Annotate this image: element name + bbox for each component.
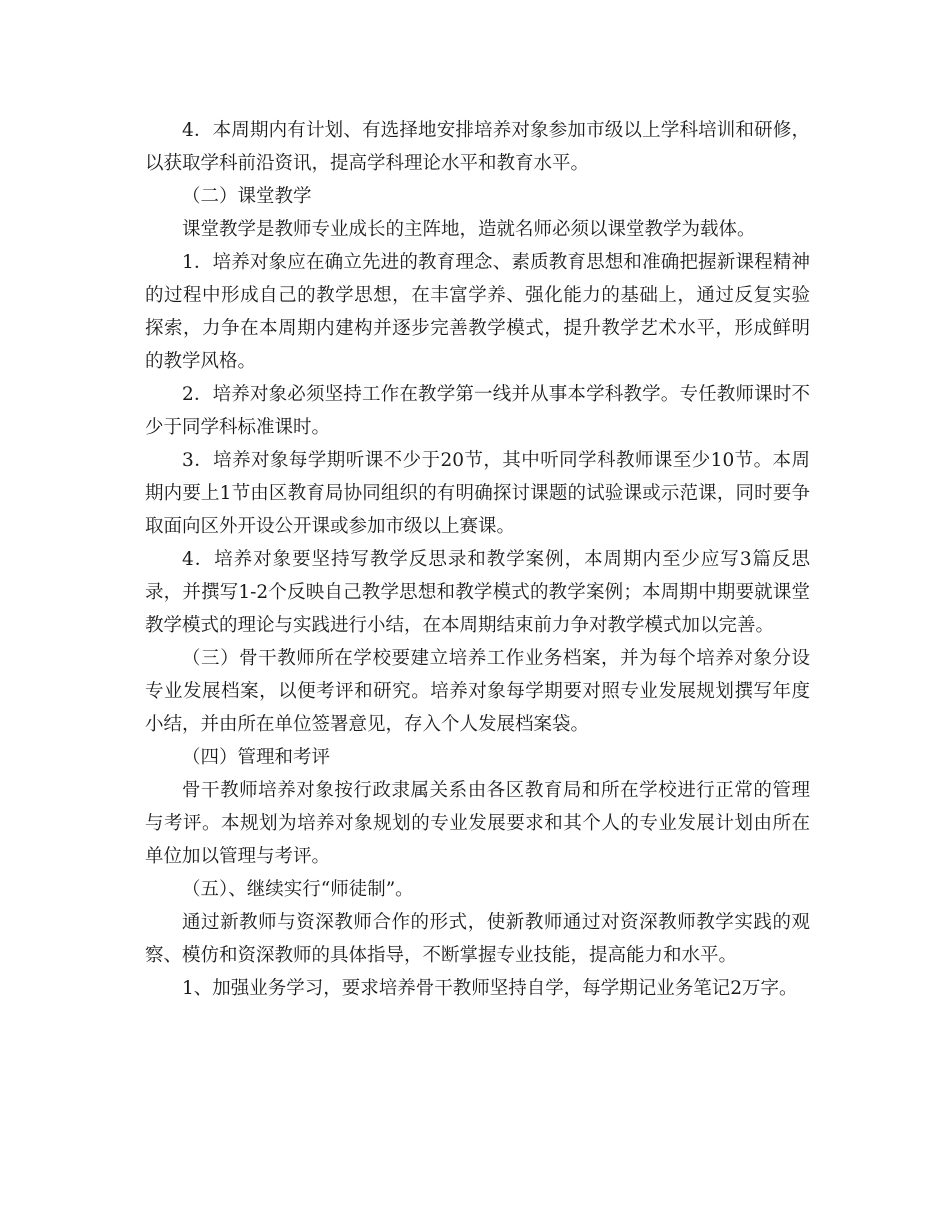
paragraph-item-4-reflection: 4．培养对象要坚持写教学反思录和教学案例，本周期内至少应写3篇反思录，并撰写1-2个反映自己教学思想和教学模式的教学案例；本周期中期要就课堂教学模式的理论与实践进行小结，在本周期结束前力争对教学模式加以完善。 (145, 549, 810, 636)
paragraph-item-3-observation: 3．培养对象每学期听课不少于20节，其中听同学科教师课至少10节。本周期内要上1节由区教育局协同组织的有明确探讨课题的试验课或示范课，同时要争取面向区外开设公开课或参加市级以上赛课。 (145, 450, 810, 537)
paragraph-mentorship-body: 通过新教师与资深教师合作的形式，使新教师通过对资深教师教学实践的观察、模仿和资深教师的具体指导，不断掌握专业技能，提高能力和水平。 (145, 912, 810, 966)
paragraph-item-1-study: 1、加强业务学习，要求培养骨干教师坚持自学，每学期记业务笔记2万字。 (182, 978, 798, 999)
section-heading-management: （四）管理和考评 (182, 747, 331, 768)
paragraph-item-2-front-line: 2．培养对象必须坚持工作在教学第一线并从事本学科教学。专任教师课时不少于同学科标准课时。 (145, 384, 810, 438)
document-body (145, 114, 810, 1005)
paragraph-item-1-teaching-style: 1．培养对象应在确立先进的教育理念、素质教育思想和准确把握新课程精神的过程中形成自己的教学思想，在丰富学养、强化能力的基础上，通过反复实验探索，力争在本周期内建构并逐步完善教学模式，提升教学艺术水平，形成鲜明的教学风格。 (145, 252, 810, 372)
paragraph-item-4-continuing-study: 4．本周期内有计划、有选择地安排培养对象参加市级以上学科培训和研修，以获取学科前沿资讯，提高学科理论水平和教育水平。 (145, 120, 810, 174)
paragraph-section-3-archives: （三）骨干教师所在学校要建立培养工作业务档案，并为每个培养对象分设专业发展档案，以便考评和研究。培养对象每学期要对照专业发展规划撰写年度小结，并由所在单位签署意见，存入个人发展档案袋。 (145, 648, 810, 735)
section-heading-mentorship: （五）、继续实行“师徒制”。 (182, 879, 414, 900)
paragraph-classroom-intro: 课堂教学是教师专业成长的主阵地，造就名师必须以课堂教学为载体。 (182, 219, 756, 240)
paragraph-management-body: 骨干教师培养对象按行政隶属关系由各区教育局和所在学校进行正常的管理与考评。本规划为培养对象规划的专业发展要求和其个人的专业发展计划由所在单位加以管理与考评。 (145, 780, 810, 867)
section-heading-classroom-teaching: （二）课堂教学 (182, 186, 312, 207)
